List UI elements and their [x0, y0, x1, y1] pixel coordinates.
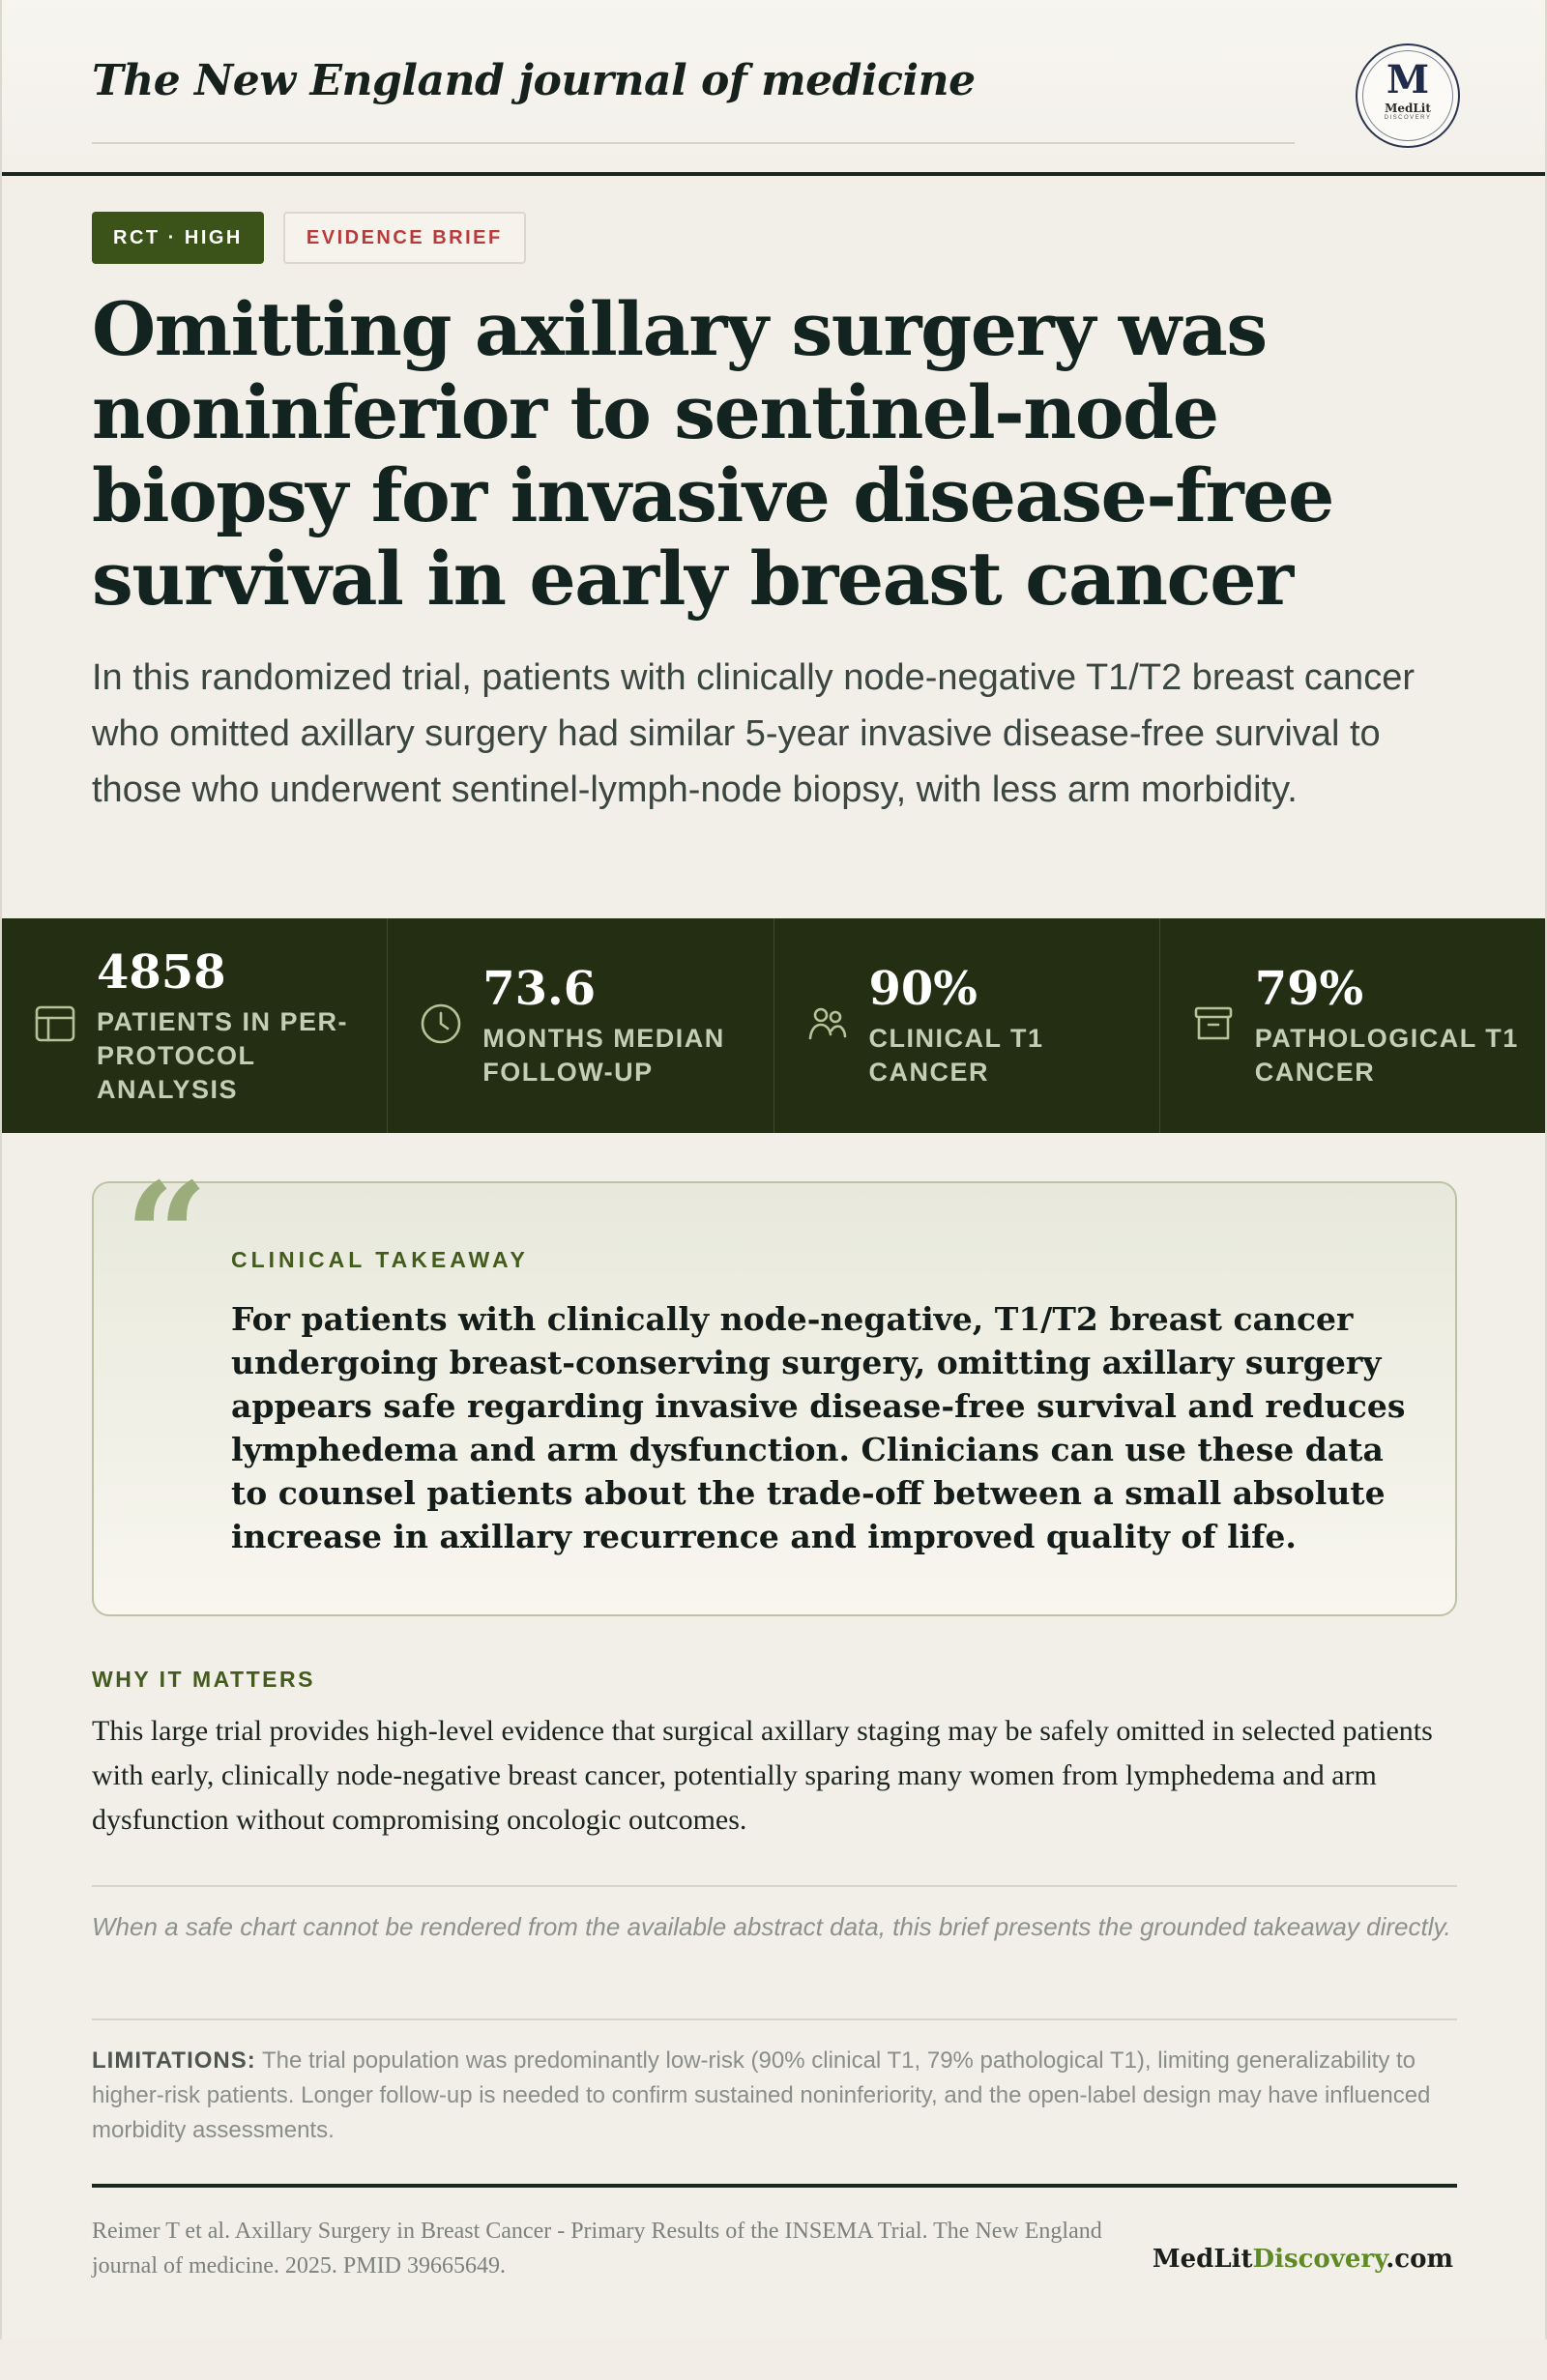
journal-title: The New England journal of medicine: [92, 56, 976, 105]
logo-monogram: M: [1386, 57, 1430, 102]
stat-clinical-t1: [774, 918, 1160, 1133]
why-it-matters-heading: WHY IT MATTERS: [92, 1667, 315, 1692]
takeaway-label: CLINICAL TAKEAWAY: [231, 1247, 529, 1272]
brand-part-1: MedLit: [1152, 2245, 1253, 2274]
limitations-label: LIMITATIONS:: [92, 2047, 256, 2074]
logo-name: MedLit: [1385, 102, 1431, 115]
stat-body: [482, 918, 753, 1133]
stat-body: [869, 918, 1140, 1133]
citation: Reimer T et al. Axillary Surgery in Breast Cancer - Primary Results of the INSEMA Trial. The New England journal of medicine. 2025. PMID 39665649.: [92, 2219, 1102, 2278]
site-brand: [1153, 2245, 1453, 2274]
badge-row: [92, 212, 526, 264]
table-icon: [33, 1001, 77, 1046]
stat-value: 79%: [1254, 962, 1364, 1016]
stat-follow-up: [388, 918, 774, 1133]
page-title: Omitting axillary surgery was noninferior to sentinel-node biopsy for invasive disease-free survival in early breast cancer: [92, 286, 1333, 622]
stats-bar: [2, 918, 1545, 1133]
summary-lede: In this randomized trial, patients with clinically node-negative T1/T2 breast cancer who omitted axillary surgery had similar 5-year invasive disease-free survival to those who underwent sentinel-lymph-node biopsy, with less arm morbidity.: [92, 657, 1415, 810]
archive-icon: [1191, 1001, 1236, 1046]
quote-mark-icon: “: [125, 1151, 209, 1321]
stat-pathological-t1: [1160, 918, 1545, 1133]
stat-value: 73.6: [482, 962, 597, 1016]
chart-note: When a safe chart cannot be rendered from the available abstract data, this brief presents the grounded takeaway directly.: [92, 1912, 1451, 1941]
evidence-brief-badge: EVIDENCE BRIEF: [283, 212, 526, 264]
stat-label: PATIENTS IN PER-PROTOCOL ANALYSIS: [97, 1006, 349, 1104]
medlit-logo: [1356, 44, 1460, 148]
page-header: [2, 0, 1545, 176]
limitations: [92, 2044, 1465, 2148]
logo-inner-ring: [1362, 50, 1453, 141]
stat-body: [1255, 918, 1526, 1133]
stat-value: 90%: [868, 962, 978, 1016]
clock-icon: [419, 1001, 463, 1046]
stat-body: [97, 918, 367, 1133]
limitations-text: The trial population was predominantly low-risk (90% clinical T1, 79% pathological T1), limiting generalizability to higher-risk patients. Longer follow-up is needed to confirm sustained noninferiority, and the open-label design may have influenced morbidity assessments.: [92, 2047, 1431, 2143]
header-divider: [92, 142, 1295, 144]
section-divider: [92, 2018, 1457, 2020]
users-icon: [805, 1001, 850, 1046]
stat-label: MONTHS MEDIAN FOLLOW-UP: [482, 1024, 725, 1087]
why-it-matters-text: This large trial provides high-level evidence that surgical axillary staging may be safely omitted in selected patients with early, clinically node-negative breast cancer, potentially sparing many women from lymphedema and arm dysfunction without compromising oncologic outcomes.: [92, 1715, 1433, 1836]
brand-part-2: Discovery: [1252, 2245, 1386, 2274]
stat-label: PATHOLOGICAL T1 CANCER: [1254, 1024, 1519, 1087]
section-divider: [92, 1885, 1457, 1887]
stat-value: 4858: [97, 944, 226, 1000]
stat-label: CLINICAL T1 CANCER: [868, 1024, 1044, 1087]
footer-divider: [92, 2184, 1457, 2188]
evidence-level-badge: RCT · HIGH: [92, 212, 264, 264]
logo-subtitle: DISCOVERY: [1384, 115, 1432, 121]
clinical-takeaway-card: [92, 1151, 1457, 1616]
stat-patients: [2, 918, 388, 1133]
brand-part-3: .com: [1386, 2245, 1453, 2274]
takeaway-text: For patients with clinically node-negative, T1/T2 breast cancer undergoing breast-conserving surgery, omitting axillary surgery appears safe regarding invasive disease-free survival and reduces lymphedema and arm dysfunction. Clinicians can use these data to counsel patients about the trade-off between a small absolute increase in axillary recurrence and improved quality of life.: [231, 1300, 1406, 1555]
